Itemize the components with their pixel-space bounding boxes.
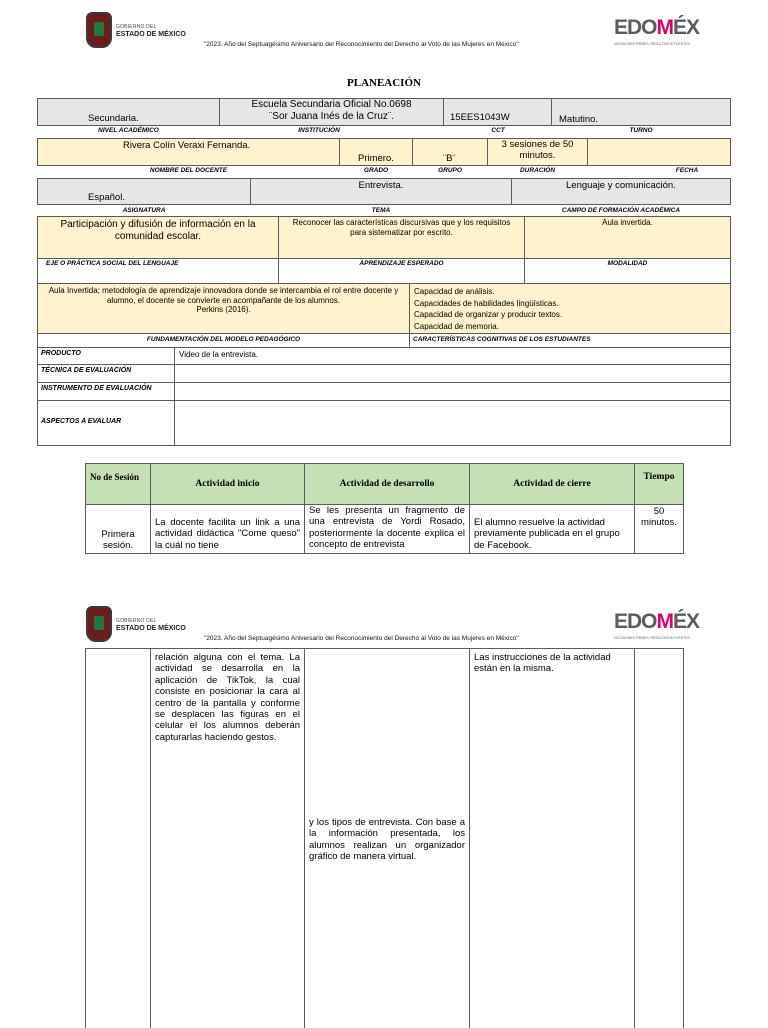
caracteristicas-cell: [409, 283, 731, 334]
tecnica-value: [174, 364, 731, 383]
tema-value: Entrevista.: [358, 180, 404, 191]
campo-cell: [511, 178, 731, 205]
tema-cell: [250, 178, 512, 205]
producto-value: Video de la entrevista.: [174, 347, 731, 365]
modalidad-label-cell: [524, 258, 731, 284]
page-title: PLANEACIÓN: [347, 77, 421, 89]
tecnica-label: TÉCNICA DE EVALUACIÓN: [37, 364, 175, 383]
caracteristica-item: Capacidad de memoria.: [414, 321, 499, 331]
label-duracion: DURACIÓN: [519, 167, 556, 174]
fundamentacion-ref: Perkins (2016).: [196, 305, 251, 315]
cierre-cont-cell: Las instrucciones de la actividad están en la misma.: [469, 648, 635, 1028]
label-fecha: FECHA: [675, 167, 699, 174]
grupo-cell: [412, 138, 488, 166]
header-cierre: Actividad de cierre: [469, 463, 635, 505]
eje-value: Participación y difusión de información en la comunidad escolar.: [60, 219, 256, 242]
fecha-cell: [587, 138, 731, 166]
header-desarrollo: Actividad de desarrollo: [304, 463, 470, 505]
sesion-cont-cell: [85, 648, 151, 1028]
aspectos-value: [174, 400, 731, 446]
modalidad-value: Aula invertida.: [602, 218, 653, 227]
edomex-logo: EDOMÉX DECISIONES FIRMES, RESULTADOS FUERTES.: [614, 16, 700, 46]
label-modalidad: MODALIDAD: [607, 260, 648, 267]
header-inicio: Actividad inicio: [150, 463, 305, 505]
eje-cell: [37, 216, 279, 259]
docente-cell: [37, 138, 340, 166]
institucion-cell: [219, 98, 444, 126]
aprendizaje-cell: [278, 216, 525, 259]
gov-line2: ESTADO DE MÉXICO: [116, 625, 186, 632]
label-eje: EJE O PRÁCTICA SOCIAL DEL LENGUAJE: [46, 260, 179, 267]
government-logo: [86, 10, 186, 52]
edomex-tagline: DECISIONES FIRMES, RESULTADOS FUERTES.: [614, 42, 691, 46]
instrumento-value: [174, 382, 731, 401]
cct-value: 15EES1043W: [450, 112, 510, 123]
institucion-line2: ¨Sor Juana Inés de la Cruz¨.: [268, 111, 395, 122]
aprendizaje-label-cell: [278, 258, 525, 284]
cct-cell: [443, 98, 552, 126]
caracteristica-item: Capacidades de habilidades lingüísticas.: [414, 298, 559, 308]
instrumento-label: INSTRUMENTO DE EVALUACIÓN: [37, 382, 175, 401]
tiempo-cont-cell: [634, 648, 684, 1028]
government-logo: [86, 604, 186, 646]
state-seal-icon: [86, 12, 112, 48]
modalidad-cell: [524, 216, 731, 259]
grado-value: Primero.: [358, 153, 394, 164]
caracteristica-item: Capacidad de organizar y producir textos.: [414, 310, 563, 320]
aspectos-label-cell: [37, 400, 175, 446]
desarrollo-cont-cell: y los tipos de entrevista. Con base a la información presentada, los alumnos realizan un organizador gráfico de manera virtual.: [304, 648, 470, 1028]
asignatura-value: Español.: [88, 192, 125, 203]
label-institucion: INSTITUCIÓN: [298, 127, 340, 134]
nivel-value: Secundaria.: [88, 112, 139, 124]
docente-value: Rivera Colín Veraxi Fernanda.: [123, 140, 251, 151]
turno-value: Matutino.: [559, 114, 599, 125]
header-sesion: No de Sesión: [85, 463, 151, 505]
sesion-cell: Primera sesión.: [85, 504, 151, 554]
aspectos-label: ASPECTOS A EVALUAR: [41, 418, 122, 425]
grupo-value: ¨B¨: [443, 153, 456, 164]
producto-label: PRODUCTO: [37, 347, 175, 365]
label-docente: NOMBRE DEL DOCENTE: [149, 167, 228, 174]
cierre-cell: El alumno resuelve la actividad previamente publicada en el grupo de Facebook.: [469, 504, 635, 554]
duracion-line2: minutos.: [519, 150, 556, 162]
duracion-line1: 3 sesiones de 50: [501, 139, 574, 150]
duracion-cell: [487, 138, 588, 166]
state-seal-icon: [86, 606, 112, 642]
fundamentacion-value: Aula Invertida; metodología de aprendizaje innovadora donde se intercambia el rol entre docente y alumno, el docente se convierte en acompañante de los alumnos.: [48, 286, 399, 305]
caracteristicas-label-cell: [409, 333, 731, 348]
header-motto: "2023. Año del Septuagésimo Aniversario del Reconocimiento del Derecho al Voto de las Mujeres en México": [204, 41, 519, 48]
label-grupo: GRUPO: [438, 167, 462, 174]
header-motto: "2023. Año del Septuagésimo Aniversario del Reconocimiento del Derecho al Voto de las Mujeres en México": [204, 635, 519, 642]
inicio-cont-cell: relación alguna con el tema. La actividad se desarrolla en la aplicación de TikTok, la cual consiste en posicionar la cara al centro de la pantalla y conforme se desplacen las figuras en el celular el los alumnos deberán capturarlas haciendo gestos.: [150, 648, 305, 1028]
campo-value: Lenguaje y comunicación.: [566, 180, 676, 191]
edomex-tagline: DECISIONES FIRMES, RESULTADOS FUERTES.: [614, 636, 691, 640]
caracteristica-item: Capacidad de análisis.: [414, 287, 495, 296]
gov-line1: GOBIERNO DEL: [116, 24, 157, 30]
turno-cell: [551, 98, 731, 126]
label-grado: GRADO: [363, 167, 389, 174]
eje-label-cell: [37, 258, 279, 284]
desarrollo-cell: Se les presenta un fragmento de una entrevista de Yordi Rosado, posteriormente la docente explica el concepto de entrevista: [304, 504, 470, 554]
inicio-cell: La docente facilita un link a una actividad didáctica "Come queso" la cuál no tiene: [150, 504, 305, 554]
grado-cell: [339, 138, 413, 166]
label-tema: TEMA: [371, 207, 391, 214]
label-campo: CAMPO DE FORMACIÓN ACADÉMICA: [561, 207, 681, 214]
aprendizaje-value: Reconocer las características discursivas que y los requisitos para sistematizar por escrito.: [292, 218, 511, 237]
label-caracteristicas: CARACTERÍSTICAS COGNITIVAS DE LOS ESTUDIANTES: [413, 336, 591, 343]
nivel-cell: [37, 98, 220, 126]
label-turno: TURNO: [629, 127, 653, 134]
gov-line2: ESTADO DE MÉXICO: [116, 31, 186, 38]
header-tiempo: Tiempo: [634, 463, 684, 505]
tiempo-cell: 50 minutos.: [634, 504, 684, 554]
gov-line1: GOBIERNO DEL: [116, 618, 157, 624]
label-nivel: NIVEL ACADÉMICO: [98, 127, 159, 134]
fundamentacion-label-cell: [37, 333, 410, 348]
edomex-logo: EDOMÉX DECISIONES FIRMES, RESULTADOS FUERTES.: [614, 610, 700, 640]
label-fundamentacion: FUNDAMENTACIÓN DEL MODELO PEDAGÓGICO: [146, 336, 301, 343]
label-aprendizaje: APRENDIZAJE ESPERADO: [359, 260, 444, 267]
label-asignatura: ASIGNATURA: [122, 207, 166, 214]
fundamentacion-cell: [37, 283, 410, 334]
label-cct: CCT: [491, 127, 505, 134]
institucion-line1: Escuela Secundaria Oficial No.0698: [251, 99, 412, 110]
asignatura-cell: [37, 178, 251, 205]
